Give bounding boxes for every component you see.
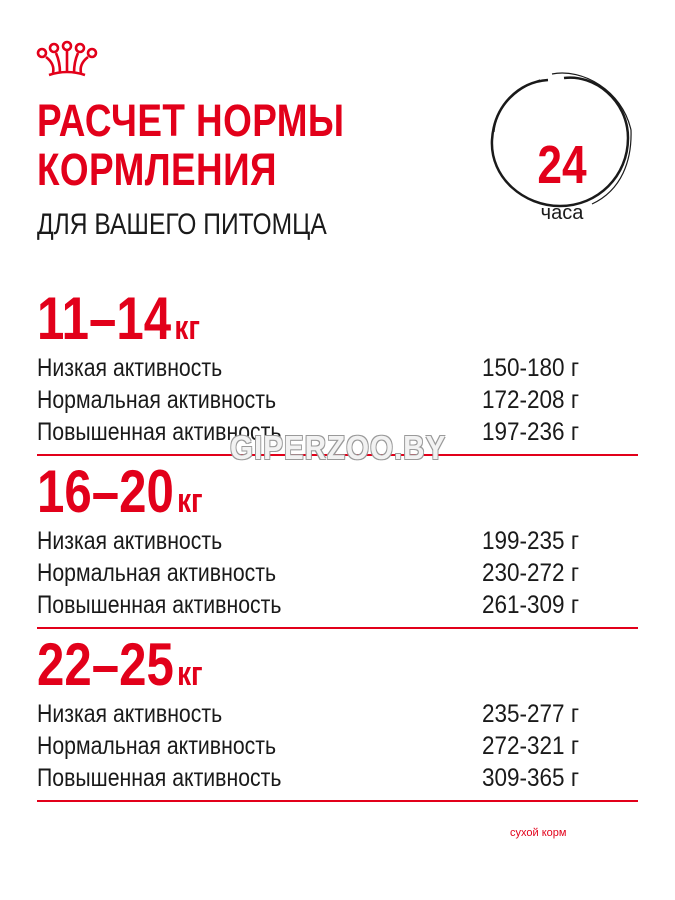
weight-range-heading	[37, 458, 203, 525]
section-divider	[37, 800, 638, 802]
activity-row-high	[37, 589, 638, 621]
badge-number: 24	[537, 135, 587, 195]
activity-label: Повышенная активность	[37, 764, 282, 792]
portion-value: 172-208 г	[482, 386, 580, 414]
watermark: GIPERZOO.BY	[230, 429, 447, 466]
weight-range-heading	[37, 285, 200, 352]
activity-label: Повышенная активность	[37, 418, 282, 446]
weight-unit: кг	[177, 482, 203, 520]
activity-row-normal	[37, 557, 638, 589]
weight-range: 16–20	[37, 458, 174, 525]
activity-label: Низкая активность	[37, 354, 223, 382]
weight-section-3	[37, 631, 638, 814]
activity-label: Нормальная активность	[37, 732, 277, 760]
page-subtitle: ДЛЯ ВАШЕГО ПИТОМЦА	[37, 208, 327, 241]
weight-range-heading	[37, 631, 203, 698]
weight-unit: кг	[177, 655, 203, 693]
page-title	[37, 96, 344, 194]
activity-label: Нормальная активность	[37, 386, 277, 414]
portion-value: 261-309 г	[482, 591, 580, 619]
activity-label: Низкая активность	[37, 527, 223, 555]
portion-value: 197-236 г	[482, 418, 580, 446]
section-divider	[37, 627, 638, 629]
portion-value: 272-321 г	[482, 732, 580, 760]
weight-range: 22–25	[37, 631, 174, 698]
badge-label: часа	[540, 202, 584, 224]
activity-row-low	[37, 525, 638, 557]
footnote: сухой корм	[510, 827, 567, 839]
activity-row-high	[37, 762, 638, 794]
title-line-2: КОРМЛЕНИЯ	[37, 144, 277, 195]
portion-value: 309-365 г	[482, 764, 580, 792]
crown-icon	[35, 40, 99, 80]
portion-value: 199-235 г	[482, 527, 580, 555]
title-line-1: РАСЧЕТ НОРМЫ	[37, 95, 345, 146]
portion-value: 235-277 г	[482, 700, 580, 728]
activity-row-low	[37, 352, 638, 384]
portion-value: 230-272 г	[482, 559, 580, 587]
activity-row-low	[37, 698, 638, 730]
weight-section-2	[37, 458, 638, 641]
portion-value: 150-180 г	[482, 354, 580, 382]
hours-badge	[482, 60, 642, 224]
activity-label: Нормальная активность	[37, 559, 277, 587]
activity-row-normal	[37, 384, 638, 416]
activity-label: Повышенная активность	[37, 591, 282, 619]
activity-label: Низкая активность	[37, 700, 223, 728]
activity-row-normal	[37, 730, 638, 762]
weight-range: 11–14	[37, 285, 172, 352]
weight-unit: кг	[174, 309, 200, 347]
